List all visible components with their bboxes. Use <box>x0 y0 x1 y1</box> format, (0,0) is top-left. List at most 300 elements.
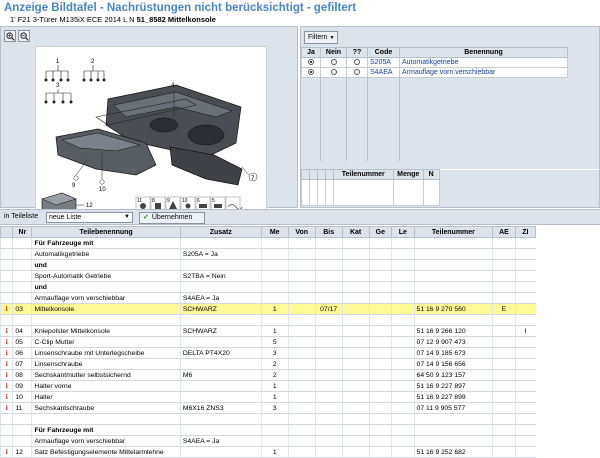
table-row[interactable] <box>1 381 536 392</box>
col-nein: Nein <box>321 48 347 58</box>
criteria-code: S205A <box>368 58 400 68</box>
cell-le <box>392 304 414 315</box>
exploded-diagram[interactable] <box>35 46 267 224</box>
group-name: 51_8582 Mittelkonsole <box>136 15 216 24</box>
callout-1[interactable]: 1 <box>56 59 60 65</box>
col-von: Von <box>288 227 315 238</box>
cell-nr <box>13 436 32 447</box>
col-ge: Ge <box>369 227 391 238</box>
cell-bis <box>315 381 342 392</box>
table-row[interactable] <box>1 337 536 348</box>
cell-kat <box>342 359 369 370</box>
table-row[interactable] <box>1 348 536 359</box>
cell-me: 2 <box>261 359 288 370</box>
cell-nr <box>13 249 32 260</box>
cell-nr <box>13 425 32 436</box>
cell-ae <box>493 392 515 403</box>
table-row <box>1 436 536 447</box>
cell-zusatz <box>180 392 261 403</box>
cell-info <box>1 293 13 304</box>
info-icon[interactable]: i <box>5 305 8 313</box>
cell-nr <box>13 282 32 293</box>
cell-desc: Für Fahrzeuge mit <box>32 238 180 249</box>
cell-teilenummer: 51 16 9 227 897 <box>414 381 493 392</box>
cell-le <box>392 271 414 282</box>
cell-zi <box>515 370 535 381</box>
cell-von <box>288 326 315 337</box>
cell-teilenummer: 07 14 9 156 656 <box>414 359 493 370</box>
cell-le <box>392 414 414 425</box>
cell-info <box>1 381 13 392</box>
filter-dropdown[interactable] <box>304 31 338 44</box>
col-unknown: ?? <box>347 48 368 58</box>
cell-ae <box>493 381 515 392</box>
cell-kat <box>342 425 369 436</box>
cell-desc: Automatikgetriebe <box>32 249 180 260</box>
col-me: Me <box>261 227 288 238</box>
col-benennung: Benennung <box>400 48 568 58</box>
cell-me <box>261 436 288 447</box>
cell-info <box>1 249 13 260</box>
cell-kat <box>342 249 369 260</box>
callout-10[interactable]: 10 <box>99 187 106 193</box>
info-icon[interactable]: i <box>5 448 8 456</box>
cell-info <box>1 260 13 271</box>
cell-ae <box>493 337 515 348</box>
col-bis: Bis <box>315 227 342 238</box>
cell-zi <box>515 293 535 304</box>
cell-ae <box>493 447 515 458</box>
cell-le <box>392 282 414 293</box>
cell-zi <box>515 381 535 392</box>
col-info <box>1 227 13 238</box>
cell-nr: 08 <box>13 370 32 381</box>
chevron-down-icon: ▼ <box>329 35 335 41</box>
col-ja: Ja <box>302 48 321 58</box>
cell-zusatz: M6X16 ZNS3 <box>180 403 261 414</box>
callout-7[interactable]: 7 <box>251 176 255 182</box>
cell-desc: Sechskantschraube <box>32 403 180 414</box>
cell-desc: Kniepolster Mittelkonsole <box>32 326 180 337</box>
cell-desc: Sechskantmutter selbstsichernd <box>32 370 180 381</box>
filter-label: Filtern <box>308 34 328 41</box>
cell-teilenummer <box>414 293 493 304</box>
cell-teilenummer: 51 16 9 270 560 <box>414 304 493 315</box>
cell-le <box>392 447 414 458</box>
cell-info <box>1 348 13 359</box>
cell-le <box>392 436 414 447</box>
cell-zusatz <box>180 425 261 436</box>
cell-bis <box>315 337 342 348</box>
thumb-label-6: 6 <box>197 198 200 204</box>
cell-bis <box>315 260 342 271</box>
zoom-out-icon <box>20 32 29 41</box>
table-row <box>1 238 536 249</box>
cell-info <box>1 271 13 282</box>
basket-col-n: N <box>423 170 439 180</box>
cell-ge <box>369 403 391 414</box>
cell-bis <box>315 359 342 370</box>
cell-bis <box>315 370 342 381</box>
cell-kat <box>342 260 369 271</box>
cell-desc: und <box>32 260 180 271</box>
info-icon[interactable]: i <box>5 393 8 401</box>
cell-von <box>288 359 315 370</box>
zoom-in-icon <box>6 32 15 41</box>
info-icon[interactable]: i <box>5 382 8 390</box>
cell-desc: Satz Befestigungselemente Mittelarmlehne <box>32 447 180 458</box>
basket-col-blank <box>302 170 310 180</box>
page-title: Anzeige Bildtafel - Nachrüstungen nicht berücksichtigt - gefiltert <box>4 2 357 14</box>
cell-desc: Linsenschraube <box>32 359 180 370</box>
radio-unknown[interactable] <box>354 59 360 65</box>
cell-le <box>392 381 414 392</box>
table-row <box>1 271 536 282</box>
cell-kat <box>342 348 369 359</box>
cell-zusatz: S4AEA = Ja <box>180 293 261 304</box>
check-icon: ✓ <box>143 214 149 221</box>
criteria-panel <box>300 26 600 208</box>
cell-ge <box>369 348 391 359</box>
cell-me <box>261 425 288 436</box>
cell-teilenummer: 51 16 9 266 120 <box>414 326 493 337</box>
cell-von <box>288 436 315 447</box>
cell-bis <box>315 238 342 249</box>
cell-zi <box>515 403 535 414</box>
cell-ge <box>369 326 391 337</box>
cell-desc <box>32 414 180 425</box>
parts-table-area <box>0 226 600 456</box>
cell-teilenummer <box>414 315 493 326</box>
cell-me: 2 <box>261 370 288 381</box>
cell-zi <box>515 271 535 282</box>
basket-col-blank <box>317 170 325 180</box>
cell-nr <box>13 260 32 271</box>
cell-desc: Sport-Automatik Getriebe <box>32 271 180 282</box>
criteria-empty-area <box>301 75 599 161</box>
cell-desc: Armauflage vorn verschiebbar <box>32 293 180 304</box>
cell-ge <box>369 304 391 315</box>
cell-ae <box>493 436 515 447</box>
cell-ge <box>369 315 391 326</box>
cell-bis <box>315 403 342 414</box>
info-icon[interactable]: i <box>5 338 8 346</box>
cell-me <box>261 293 288 304</box>
cell-kat <box>342 282 369 293</box>
cell-ge <box>369 337 391 348</box>
col-teilebenennung: Teilebenennung <box>32 227 180 238</box>
cell-zusatz <box>180 260 261 271</box>
cell-ae <box>493 425 515 436</box>
cell-desc: Linsenschraube mit Unterlegscheibe <box>32 348 180 359</box>
cell-ge <box>369 392 391 403</box>
list-toolbar <box>0 209 600 225</box>
basket-col-blank <box>309 170 317 180</box>
col-kat: Kat <box>342 227 369 238</box>
callout-3[interactable]: 3 <box>56 83 60 89</box>
cell-nr: 11 <box>13 403 32 414</box>
cell-kat <box>342 414 369 425</box>
cell-kat <box>342 392 369 403</box>
col-teilenummer: Teilenummer <box>414 227 493 238</box>
table-row <box>1 260 536 271</box>
info-icon[interactable]: i <box>5 327 8 335</box>
cell-zi <box>515 425 535 436</box>
cell-zusatz <box>180 337 261 348</box>
cell-ge <box>369 271 391 282</box>
cell-zi <box>515 315 535 326</box>
cell-teilenummer <box>414 260 493 271</box>
cell-teilenummer <box>414 271 493 282</box>
col-zusatz: Zusatz <box>180 227 261 238</box>
accept-label: Übernehmen <box>151 214 193 221</box>
cell-info <box>1 326 13 337</box>
zoom-out-button[interactable] <box>18 30 30 42</box>
cell-le <box>392 238 414 249</box>
cell-bis <box>315 315 342 326</box>
cell-zi <box>515 436 535 447</box>
cell-ae <box>493 260 515 271</box>
info-icon[interactable]: i <box>5 404 8 412</box>
cell-bis <box>315 326 342 337</box>
cell-kat <box>342 436 369 447</box>
cell-zi <box>515 414 535 425</box>
cell-ge <box>369 425 391 436</box>
vehicle-info: 1' F21 3-Türer M135iX ECE 2014 L N <box>10 15 135 24</box>
cell-kat <box>342 337 369 348</box>
cell-ge <box>369 414 391 425</box>
header <box>0 0 600 25</box>
cell-ae <box>493 282 515 293</box>
list-label: in Teileliste <box>4 213 39 220</box>
cell-nr: 09 <box>13 381 32 392</box>
cell-ae <box>493 359 515 370</box>
cell-me <box>261 249 288 260</box>
cell-kat <box>342 370 369 381</box>
cell-zusatz: SCHWARZ <box>180 326 261 337</box>
cell-le <box>392 249 414 260</box>
cell-me <box>261 315 288 326</box>
cell-desc: Halter <box>32 392 180 403</box>
cell-ge <box>369 282 391 293</box>
cell-me: 1 <box>261 304 288 315</box>
col-nr: Nr <box>13 227 32 238</box>
cell-zusatz <box>180 238 261 249</box>
cell-me: 1 <box>261 326 288 337</box>
criteria-name: Automatikgetriebe <box>400 58 568 68</box>
cell-teilenummer: 51 16 9 227 899 <box>414 392 493 403</box>
cell-zusatz <box>180 315 261 326</box>
cell-ae: E <box>493 304 515 315</box>
col-zi: ZI <box>515 227 535 238</box>
cell-zi <box>515 348 535 359</box>
info-icon[interactable]: i <box>5 349 8 357</box>
cell-ae <box>493 403 515 414</box>
callout-9[interactable]: 9 <box>72 183 76 189</box>
col-ae: AE <box>493 227 515 238</box>
cell-ge <box>369 436 391 447</box>
cell-bis <box>315 249 342 260</box>
cell-me: 1 <box>261 392 288 403</box>
cell-ae <box>493 326 515 337</box>
cell-teilenummer: 51 16 9 252 682 <box>414 447 493 458</box>
cell-nr <box>13 414 32 425</box>
table-row[interactable] <box>1 359 536 370</box>
table-row <box>1 249 536 260</box>
cell-info <box>1 315 13 326</box>
cell-bis <box>315 425 342 436</box>
cell-von <box>288 260 315 271</box>
table-row <box>1 425 536 436</box>
table-row[interactable] <box>1 447 536 458</box>
cell-ge <box>369 249 391 260</box>
table-row <box>1 315 536 326</box>
cell-ae <box>493 315 515 326</box>
cell-info <box>1 282 13 293</box>
table-row[interactable] <box>1 392 536 403</box>
cell-nr: 07 <box>13 359 32 370</box>
cell-kat <box>342 293 369 304</box>
cell-bis <box>315 271 342 282</box>
thumb-label-11: 11 <box>137 198 143 204</box>
cell-teilenummer <box>414 436 493 447</box>
cell-le <box>392 337 414 348</box>
cell-teilenummer <box>414 414 493 425</box>
cell-zusatz <box>180 381 261 392</box>
thumb-label-8: 8 <box>152 198 155 204</box>
cell-nr <box>13 271 32 282</box>
cell-zi <box>515 238 535 249</box>
criteria-table <box>301 47 568 78</box>
cell-zi <box>515 392 535 403</box>
table-row <box>1 282 536 293</box>
cell-teilenummer <box>414 425 493 436</box>
cell-zusatz: DELTA PT4X20 <box>180 348 261 359</box>
cell-le <box>392 392 414 403</box>
cell-nr <box>13 315 32 326</box>
cell-nr <box>13 238 32 249</box>
cell-teilenummer: 07 11 9 905 577 <box>414 403 493 414</box>
cell-info <box>1 436 13 447</box>
cell-bis <box>315 436 342 447</box>
callout-4[interactable]: 4 <box>171 83 175 89</box>
cell-ge <box>369 447 391 458</box>
radio-nein[interactable] <box>331 59 337 65</box>
cell-kat <box>342 304 369 315</box>
cell-kat <box>342 315 369 326</box>
callout-12[interactable]: 12 <box>86 203 93 209</box>
cell-zusatz: S2TBA = Nein <box>180 271 261 282</box>
cell-me: 3 <box>261 348 288 359</box>
cell-info <box>1 238 13 249</box>
cell-bis <box>315 282 342 293</box>
criteria-code: S4AEA <box>368 68 400 78</box>
callout-2[interactable]: 2 <box>91 59 95 65</box>
cell-desc: Halter vorne <box>32 381 180 392</box>
cell-ae <box>493 238 515 249</box>
cell-me <box>261 414 288 425</box>
cell-nr <box>13 293 32 304</box>
cell-zusatz: M6 <box>180 370 261 381</box>
cell-von <box>288 370 315 381</box>
cell-teilenummer: 64 50 9 123 157 <box>414 370 493 381</box>
cell-le <box>392 326 414 337</box>
cell-zusatz <box>180 447 261 458</box>
cell-von <box>288 315 315 326</box>
thumb-label-9: 9 <box>167 198 170 204</box>
table-row[interactable] <box>1 304 536 315</box>
zoom-in-button[interactable] <box>4 30 16 42</box>
col-code: Code <box>368 48 400 58</box>
cell-ge <box>369 293 391 304</box>
cell-von <box>288 304 315 315</box>
info-icon[interactable]: i <box>5 360 8 368</box>
cell-ge <box>369 238 391 249</box>
col-le: Le <box>392 227 414 238</box>
cell-von <box>288 348 315 359</box>
cell-von <box>288 337 315 348</box>
illustration-panel <box>0 26 298 208</box>
cell-le <box>392 293 414 304</box>
cell-nr: 06 <box>13 348 32 359</box>
cell-me <box>261 260 288 271</box>
info-icon[interactable]: i <box>5 371 8 379</box>
cell-ge <box>369 381 391 392</box>
cell-von <box>288 392 315 403</box>
table-row[interactable] <box>1 370 536 381</box>
table-row <box>1 414 536 425</box>
cell-zi: I <box>515 326 535 337</box>
cell-info <box>1 447 13 458</box>
cell-ae <box>493 348 515 359</box>
table-row[interactable] <box>1 326 536 337</box>
cell-ge <box>369 359 391 370</box>
cell-le <box>392 403 414 414</box>
table-row[interactable] <box>1 403 536 414</box>
cell-info <box>1 370 13 381</box>
cell-le <box>392 315 414 326</box>
cell-nr: 05 <box>13 337 32 348</box>
cell-zi <box>515 282 535 293</box>
basket-col-blank <box>325 170 333 180</box>
cell-kat <box>342 381 369 392</box>
accept-button[interactable] <box>139 212 205 224</box>
table-row <box>1 293 536 304</box>
cell-desc: Armauflage vorn verschiebbar <box>32 436 180 447</box>
cell-nr: 12 <box>13 447 32 458</box>
thumb-label-10: 10 <box>182 198 188 204</box>
cell-bis <box>315 447 342 458</box>
cell-desc: Für Fahrzeuge mit <box>32 425 180 436</box>
cell-info <box>1 359 13 370</box>
vehicle-subtitle <box>10 15 216 24</box>
cell-von <box>288 238 315 249</box>
cell-me: 1 <box>261 447 288 458</box>
cell-von <box>288 249 315 260</box>
cell-nr: 04 <box>13 326 32 337</box>
list-select[interactable] <box>46 212 133 223</box>
cell-kat <box>342 447 369 458</box>
cell-zi <box>515 260 535 271</box>
cell-ae <box>493 271 515 282</box>
cell-me: 5 <box>261 337 288 348</box>
cell-le <box>392 370 414 381</box>
cell-bis <box>315 392 342 403</box>
cell-ae <box>493 249 515 260</box>
cell-ae <box>493 293 515 304</box>
radio-ja[interactable] <box>308 59 314 65</box>
cell-bis <box>315 293 342 304</box>
